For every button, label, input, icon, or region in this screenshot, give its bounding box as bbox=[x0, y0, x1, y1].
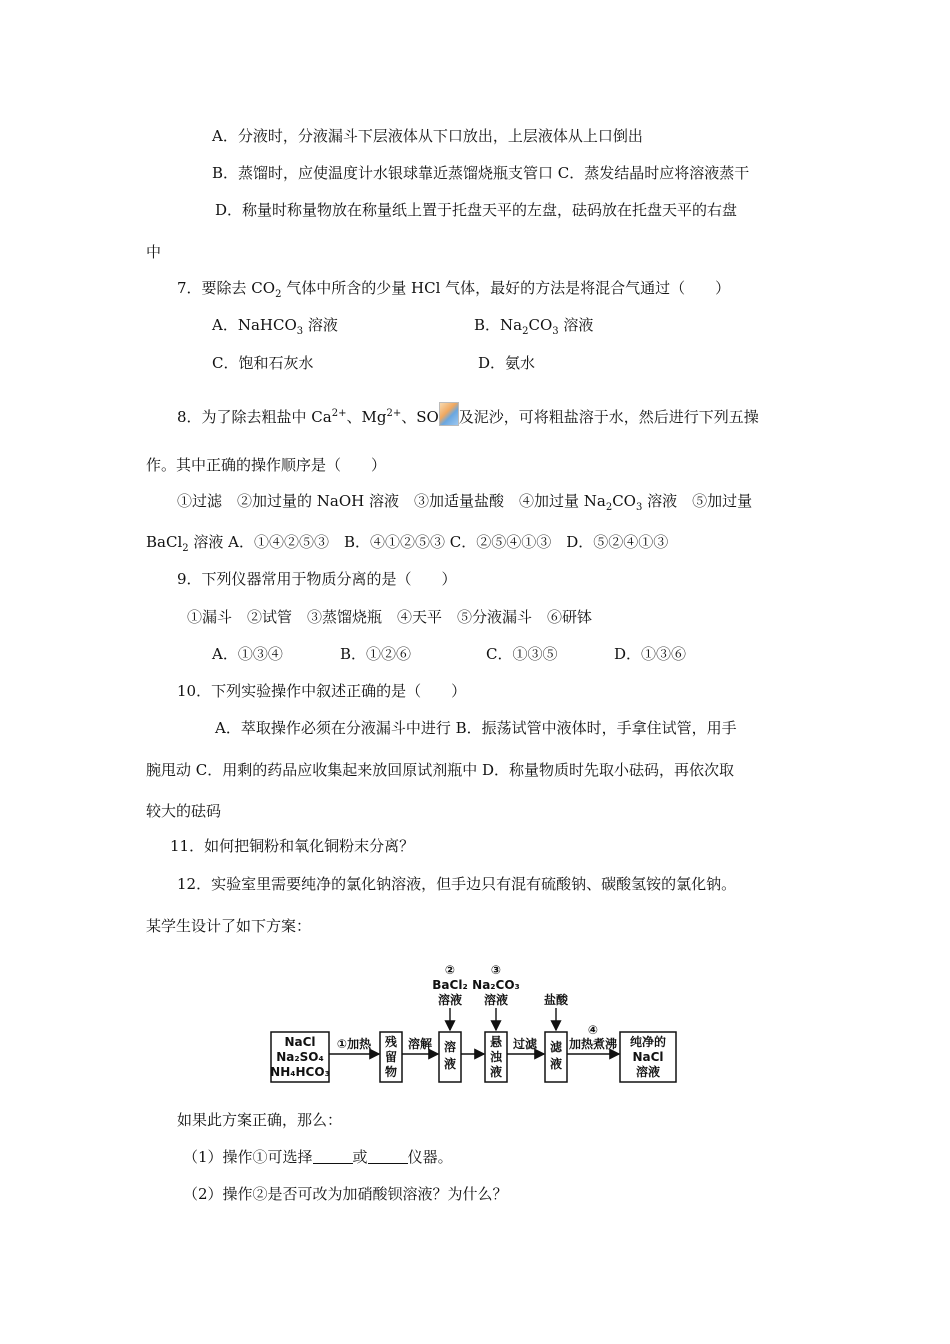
svg-text:液: 液 bbox=[443, 1057, 457, 1071]
mixture-nacl: NaCl bbox=[284, 1035, 316, 1049]
process-flow-diagram bbox=[265, 960, 695, 1090]
q12-after-diagram: 如果此方案正确，那么： bbox=[177, 1111, 343, 1129]
arrow-4-number: ④ bbox=[587, 1023, 599, 1037]
q9-option-b: B．①②⑥ bbox=[340, 645, 412, 663]
q12-sub-1: （1）操作①可选择 或 仪器。 bbox=[183, 1148, 453, 1166]
q7-option-b: B．$Na_2CO_3$ 溶液 bbox=[474, 316, 594, 337]
reagent-2-bacl2: BaCl₂ bbox=[432, 978, 468, 992]
reagent-3-solution: 溶液 bbox=[483, 993, 509, 1007]
svg-text:残: 残 bbox=[384, 1035, 398, 1049]
q8-options: BaCl$_2$ 溶液 A．①④②⑤③ B．④①②⑤③ C．②⑤④①③ D．⑤②④①③ bbox=[146, 533, 669, 554]
svg-text:液: 液 bbox=[489, 1065, 503, 1079]
mixture-nh4hco3: NH₄HCO₃ bbox=[270, 1065, 330, 1079]
q6-option-d: D．称量时称量物放在称量纸上置于托盘天平的左盘，砝码放在托盘天平的右盘 bbox=[215, 201, 738, 219]
mixture-na2so4: Na₂SO₄ bbox=[276, 1050, 324, 1064]
pure-label-1: 纯净的 bbox=[629, 1035, 667, 1049]
arrow-boil-label: 加热煮沸 bbox=[568, 1037, 618, 1051]
answer-blank-1[interactable] bbox=[313, 1149, 353, 1164]
q9-option-c: C．①③⑤ bbox=[486, 645, 558, 663]
q7-option-a: A．NaHCO$_3$ 溶液 bbox=[212, 316, 338, 337]
q7-option-d: D．氨水 bbox=[478, 354, 536, 372]
q7-option-c: C．饱和石灰水 bbox=[212, 354, 314, 372]
reagent-2-solution: 溶液 bbox=[437, 993, 463, 1007]
q8-stem-cont: 作。其中正确的操作顺序是（ ） bbox=[146, 456, 387, 474]
q6-option-a: A．分液时，分液漏斗下层液体从下口放出，上层液体从上口倒出 bbox=[212, 127, 643, 145]
reagent-3-number: ③ bbox=[490, 963, 502, 977]
reagent-3-na2co3: Na₂CO₃ bbox=[472, 978, 520, 992]
q12-line-1: 12．实验室里需要纯净的氯化钠溶液，但手边只有混有硫酸钠、碳酸氢铵的氯化钠。 bbox=[177, 875, 737, 893]
q9-items: ①漏斗 ②试管 ③蒸馏烧瓶 ④天平 ⑤分液漏斗 ⑥研钵 bbox=[187, 608, 593, 626]
q7-stem: 7．要除去 $CO_2$ 气体中所含的少量 HCl 气体，最好的方法是将混合气通过（ ） bbox=[177, 279, 731, 300]
q9-stem: 9．下列仪器常用于物质分离的是（ ） bbox=[177, 570, 457, 588]
svg-text:留: 留 bbox=[384, 1050, 398, 1064]
q6-option-b-c: B．蒸馏时，应使温度计水银球靠近蒸馏烧瓶支管口 C．蒸发结晶时应将溶液蒸干 bbox=[212, 164, 750, 182]
svg-text:浊: 浊 bbox=[489, 1050, 503, 1064]
broken-image-icon bbox=[439, 402, 459, 426]
arrow-filter-label: 过滤 bbox=[512, 1037, 538, 1051]
arrow-heating-label: ①加热 bbox=[336, 1037, 372, 1051]
q10-line-1: A．萃取操作必须在分液漏斗中进行 B．振荡试管中液体时，手拿住试管，用手 bbox=[215, 719, 737, 737]
q9-option-a: A．①③④ bbox=[212, 645, 283, 663]
pure-label-3: 溶液 bbox=[635, 1065, 661, 1079]
reagent-4-hcl: 盐酸 bbox=[543, 993, 569, 1007]
q8-stem: 8．为了除去粗盐中 $Ca^{2+}$、$Mg^{2+}$、SO 及泥沙，可将粗盐溶于水，然后进行下列五操 bbox=[177, 402, 759, 427]
svg-text:液: 液 bbox=[549, 1057, 563, 1071]
svg-text:物: 物 bbox=[384, 1065, 398, 1079]
q10-line-2: 腕甩动 C．用剩的药品应收集起来放回原试剂瓶中 D．称量物质时先取小砝码，再依次取 bbox=[146, 761, 735, 779]
reagent-2-number: ② bbox=[444, 963, 456, 977]
q6-option-d-cont: 中 bbox=[146, 243, 162, 261]
answer-blank-2[interactable] bbox=[368, 1149, 408, 1164]
q10-line-3: 较大的砝码 bbox=[146, 802, 222, 820]
q12-line-2: 某学生设计了如下方案： bbox=[146, 917, 312, 935]
q10-stem: 10．下列实验操作中叙述正确的是（ ） bbox=[177, 682, 467, 700]
svg-text:悬: 悬 bbox=[489, 1035, 503, 1049]
pure-label-2: NaCl bbox=[632, 1050, 664, 1064]
q11-stem: 11．如何把铜粉和氧化铜粉末分离？ bbox=[170, 837, 415, 855]
q8-operations: ①过滤 ②加过量的 NaOH 溶液 ③加适量盐酸 ④加过量 $Na_2CO_3$ 溶液 ⑤加过量 bbox=[177, 492, 753, 513]
q9-option-d: D．①③⑥ bbox=[614, 645, 687, 663]
arrow-dissolve-label: 溶解 bbox=[407, 1037, 433, 1051]
svg-text:溶: 溶 bbox=[443, 1040, 457, 1054]
svg-text:滤: 滤 bbox=[549, 1040, 563, 1054]
q12-sub-2: （2）操作②是否可改为加硝酸钡溶液？为什么？ bbox=[183, 1185, 508, 1203]
